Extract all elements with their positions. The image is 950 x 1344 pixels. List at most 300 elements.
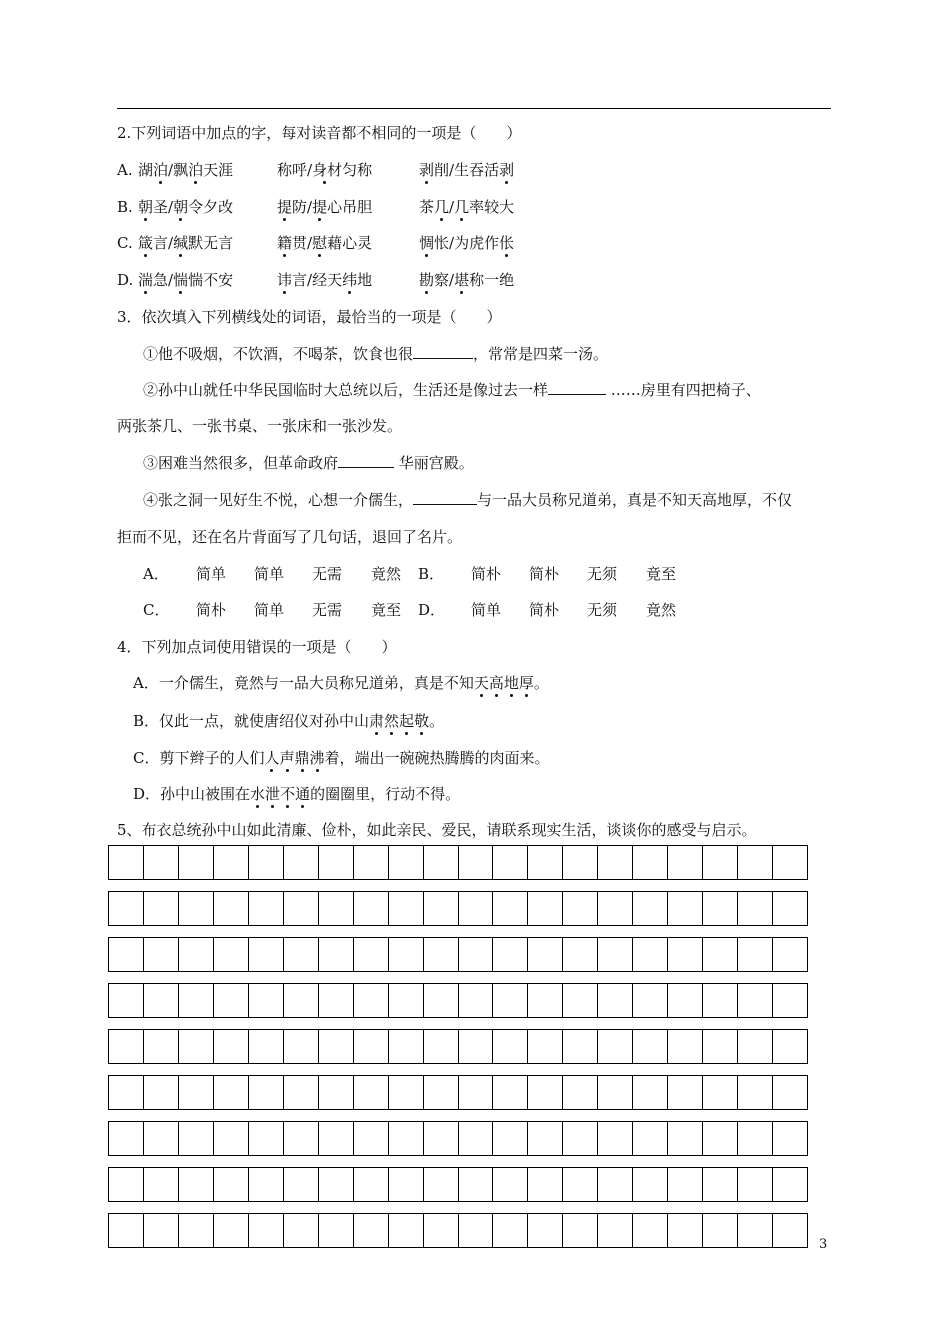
dotted-char: 箴 [138,234,154,252]
choice-word: 简单 [254,601,285,619]
choice-word: 竟至 [646,565,677,583]
grid-cell[interactable] [632,1168,667,1201]
grid-cell[interactable] [423,1122,458,1155]
dotted-char: 高 [488,674,504,692]
grid-cell[interactable] [109,892,143,925]
grid-cell[interactable] [109,1122,143,1155]
text-segment: 称一绝 [469,271,515,289]
grid-cell[interactable] [597,892,632,925]
grid-cell[interactable] [597,1214,632,1247]
dotted-char: 通 [295,785,311,803]
dotted-char: 慰 [312,234,328,252]
grid-cell[interactable] [562,1030,597,1063]
grid-cell[interactable] [109,938,143,971]
grid-row [108,1121,808,1156]
grid-cell[interactable] [772,1030,807,1063]
grid-cell[interactable] [632,1076,667,1109]
grid-cell[interactable] [248,938,283,971]
grid-cell[interactable] [213,938,248,971]
grid-cell[interactable] [562,1168,597,1201]
grid-cell[interactable] [213,1122,248,1155]
grid-cell[interactable] [702,1168,737,1201]
text-segment: 地 [357,271,373,289]
grid-cell[interactable] [702,892,737,925]
dotted-char: 湍 [138,271,154,289]
choice-word: 简单 [254,565,285,583]
grid-cell[interactable] [178,892,213,925]
grid-cell[interactable] [667,1122,702,1155]
choice-word: 简朴 [471,565,502,583]
dotted-char: 提 [312,198,328,216]
grid-cell[interactable] [388,1168,423,1201]
grid-cell[interactable] [178,1168,213,1201]
grid-cell[interactable] [143,1168,178,1201]
q3-stem: 3．依次填入下列横线处的词语，最恰当的一项是（ ） [117,308,502,326]
grid-cell[interactable] [143,892,178,925]
choice-word: 竟然 [646,601,677,619]
grid-cell[interactable] [667,892,702,925]
grid-cell[interactable] [492,1076,527,1109]
text-segment: 藉心灵 [327,234,373,252]
grid-cell[interactable] [283,1030,318,1063]
grid-cell[interactable] [143,984,178,1017]
grid-cell[interactable] [318,984,353,1017]
word-pair [138,197,233,217]
grid-cell[interactable] [353,1214,388,1247]
grid-cell[interactable] [632,846,667,879]
grid-cell[interactable] [213,1030,248,1063]
grid-cell[interactable] [527,846,562,879]
grid-cell[interactable] [737,984,772,1017]
grid-cell[interactable] [772,1076,807,1109]
grid-row [108,1213,808,1248]
dotted-char: 泊 [153,161,169,179]
grid-cell[interactable] [527,938,562,971]
word-pair [419,197,514,217]
grid-cell[interactable] [562,892,597,925]
fill-blank[interactable] [413,344,473,359]
choice-word: 简朴 [529,565,560,583]
choice-word: 无须 [587,601,618,619]
grid-cell[interactable] [772,846,807,879]
grid-cell[interactable] [248,1030,283,1063]
grid-cell[interactable] [248,1168,283,1201]
grid-cell[interactable] [388,846,423,879]
grid-cell[interactable] [353,1030,388,1063]
grid-cell[interactable] [318,846,353,879]
fill-blank[interactable] [548,380,606,395]
grid-cell[interactable] [353,846,388,879]
grid-cell[interactable] [143,846,178,879]
choice-word: 简单 [471,601,502,619]
grid-cell[interactable] [178,1076,213,1109]
choice-word: 简朴 [196,601,227,619]
choice-label: D． [418,601,446,619]
dotted-char: 朝 [138,198,154,216]
grid-cell[interactable] [109,984,143,1017]
answer-writing-grid[interactable] [108,845,808,1248]
grid-cell[interactable] [772,1122,807,1155]
dotted-char: 肃 [369,712,385,730]
grid-cell[interactable] [178,938,213,971]
grid-cell[interactable] [283,938,318,971]
grid-cell[interactable] [667,846,702,879]
text-segment: 言/ [153,234,174,252]
grid-cell[interactable] [737,892,772,925]
grid-cell[interactable] [458,1122,493,1155]
grid-cell[interactable] [562,846,597,879]
grid-cell[interactable] [527,984,562,1017]
grid-cell[interactable] [423,846,458,879]
grid-cell[interactable] [737,1030,772,1063]
grid-row [108,937,808,972]
dotted-char: 讳 [277,271,293,289]
grid-cell[interactable] [492,1122,527,1155]
grid-cell[interactable] [702,1122,737,1155]
fill-blank[interactable] [338,453,394,468]
fill-blank[interactable] [413,490,477,505]
grid-cell[interactable] [527,1122,562,1155]
choice-word: 无需 [312,565,343,583]
word-pair [277,270,372,290]
dotted-char: 然 [384,712,400,730]
dotted-char: 不 [280,785,296,803]
grid-row [108,1167,808,1202]
q4-option-d: D．孙中山被围在水泄不通的圈圈里，行动不得。 [133,785,461,803]
q2-option [117,160,597,180]
grid-cell[interactable] [423,1168,458,1201]
text-segment: 贯/ [292,234,313,252]
grid-cell[interactable] [492,1214,527,1247]
grid-cell[interactable] [632,1122,667,1155]
grid-cell[interactable] [388,1076,423,1109]
grid-cell[interactable] [597,1168,632,1201]
dotted-char: 惆 [419,234,435,252]
grid-cell[interactable] [772,984,807,1017]
grid-row [108,1029,808,1064]
grid-cell[interactable] [702,1214,737,1247]
grid-cell[interactable] [388,1030,423,1063]
grid-cell[interactable] [772,892,807,925]
text-segment: 默无言 [188,234,234,252]
grid-cell[interactable] [667,1214,702,1247]
text-segment: 率较大 [469,198,515,216]
grid-cell[interactable] [492,892,527,925]
grid-cell[interactable] [143,1030,178,1063]
grid-cell[interactable] [632,1214,667,1247]
word-pair [277,197,372,217]
grid-row [108,983,808,1018]
option-label: B. [117,198,133,216]
q2-option [117,197,597,217]
grid-cell[interactable] [737,938,772,971]
grid-cell[interactable] [667,1168,702,1201]
text-segment: / [449,198,455,216]
grid-cell[interactable] [492,1168,527,1201]
dotted-char: 剥 [499,161,515,179]
grid-cell[interactable] [388,892,423,925]
text-segment: 称 [277,161,293,179]
dotted-char: 声 [279,749,295,767]
grid-cell[interactable] [178,1030,213,1063]
grid-cell[interactable] [388,1122,423,1155]
grid-cell[interactable] [597,1076,632,1109]
dotted-char: 敬 [414,712,430,730]
grid-cell[interactable] [213,1168,248,1201]
grid-cell[interactable] [353,892,388,925]
grid-cell[interactable] [213,1076,248,1109]
q4-option-c: C．剪下辫子的人们人声鼎沸着，端出一碗碗热腾腾的肉面来。 [133,749,550,767]
text-segment: 察/ [434,271,455,289]
grid-cell[interactable] [458,846,493,879]
word-pair [419,233,514,253]
grid-cell[interactable] [597,984,632,1017]
choice-label: C． [143,601,170,619]
grid-cell[interactable] [353,984,388,1017]
q2-option [117,233,597,253]
q4-stem: 4．下列加点词使用错误的一项是（ ） [117,638,397,656]
grid-cell[interactable] [492,1030,527,1063]
grid-cell[interactable] [702,938,737,971]
grid-cell[interactable] [562,1122,597,1155]
q3-sentence-4-cont: 拒而不见，还在名片背面写了几句话，退回了名片。 [117,528,463,546]
grid-cell[interactable] [143,938,178,971]
grid-cell[interactable] [597,1122,632,1155]
choice-label: A． [143,565,169,583]
dotted-char: 剥 [419,161,435,179]
q3-sentence-2-cont: 两张茶几、一张书桌、一张床和一张沙发。 [117,417,403,435]
grid-cell[interactable] [527,892,562,925]
text-segment: 惴不安 [188,271,234,289]
option-label: D. [117,271,134,289]
grid-cell[interactable] [109,1076,143,1109]
q2-option [117,270,597,290]
grid-cell[interactable] [667,984,702,1017]
choice-word: 简单 [196,565,227,583]
grid-cell[interactable] [632,892,667,925]
option-label: A. [117,161,133,179]
dotted-char: 纬 [342,271,358,289]
word-pair [419,160,514,180]
grid-cell[interactable] [737,846,772,879]
grid-cell[interactable] [318,938,353,971]
grid-cell[interactable] [248,1214,283,1247]
grid-cell[interactable] [213,1214,248,1247]
grid-cell[interactable] [109,846,143,879]
grid-cell[interactable] [597,938,632,971]
grid-cell[interactable] [318,892,353,925]
grid-cell[interactable] [423,1214,458,1247]
choice-word: 竟然 [371,565,402,583]
grid-cell[interactable] [353,1076,388,1109]
grid-cell[interactable] [423,1076,458,1109]
grid-cell[interactable] [283,846,318,879]
grid-cell[interactable] [423,1030,458,1063]
grid-cell[interactable] [213,846,248,879]
q5-stem: 5、布衣总统孙中山如此清廉、俭朴，如此亲民、爱民，请联系现实生活，谈谈你的感受与启示。 [117,821,757,839]
grid-cell[interactable] [702,984,737,1017]
q3-sentence-1: ①他不吸烟，不饮酒，不喝茶，饮食也很 ，常常是四菜一汤。 [143,345,609,363]
grid-cell[interactable] [143,1076,178,1109]
grid-cell[interactable] [597,846,632,879]
grid-cell[interactable] [109,1214,143,1247]
grid-cell[interactable] [562,1076,597,1109]
grid-cell[interactable] [492,984,527,1017]
grid-cell[interactable] [213,892,248,925]
grid-cell[interactable] [178,846,213,879]
q4-option-a: A．一介儒生，竟然与一品大员称兄道弟，真是不知天高地厚。 [133,674,549,692]
grid-cell[interactable] [283,984,318,1017]
grid-cell[interactable] [248,1122,283,1155]
grid-cell[interactable] [527,1076,562,1109]
dotted-char: 勘 [419,271,435,289]
grid-cell[interactable] [318,1076,353,1109]
grid-cell[interactable] [458,938,493,971]
option-label: C. [117,234,133,252]
grid-cell[interactable] [458,1168,493,1201]
grid-cell[interactable] [248,1076,283,1109]
dotted-char: 起 [399,712,415,730]
dotted-char: 几 [434,198,450,216]
word-pair [277,160,372,180]
dotted-char: 泊 [188,161,204,179]
grid-cell[interactable] [667,1030,702,1063]
grid-cell[interactable] [178,984,213,1017]
grid-cell[interactable] [702,1030,737,1063]
grid-cell[interactable] [667,1076,702,1109]
grid-cell[interactable] [737,1168,772,1201]
grid-cell[interactable] [109,1030,143,1063]
grid-cell[interactable] [597,1030,632,1063]
grid-cell[interactable] [318,1214,353,1247]
grid-cell[interactable] [632,1030,667,1063]
grid-cell[interactable] [388,1214,423,1247]
dotted-char: 惴 [173,271,189,289]
grid-cell[interactable] [318,1030,353,1063]
grid-cell[interactable] [318,1122,353,1155]
grid-cell[interactable] [772,1168,807,1201]
grid-cell[interactable] [109,1168,143,1201]
grid-cell[interactable] [423,892,458,925]
grid-cell[interactable] [632,938,667,971]
grid-cell[interactable] [527,1168,562,1201]
grid-cell[interactable] [283,892,318,925]
dotted-char: 缄 [173,234,189,252]
grid-cell[interactable] [423,938,458,971]
grid-cell[interactable] [458,892,493,925]
text-segment: 削/生吞活 [434,161,500,179]
word-pair [138,233,233,253]
grid-cell[interactable] [702,846,737,879]
word-pair [138,160,233,180]
text-segment: 天涯 [203,161,234,179]
grid-cell[interactable] [353,1122,388,1155]
grid-cell[interactable] [527,1030,562,1063]
grid-cell[interactable] [248,984,283,1017]
grid-cell[interactable] [213,984,248,1017]
header-rule [117,108,831,109]
text-segment: 言/经天 [292,271,343,289]
dotted-char: 水 [250,785,266,803]
text-segment: /飘 [168,161,189,179]
text-segment: 怅/为虎作 [434,234,500,252]
grid-cell[interactable] [283,1214,318,1247]
grid-cell[interactable] [492,938,527,971]
q3-sentence-2: ②孙中山就任中华民国临时大总统以后，生活还是像过去一样 ……房里有四把椅子、 [143,381,761,399]
dotted-char: 籍 [277,234,293,252]
choice-word: 无需 [312,601,343,619]
grid-cell[interactable] [667,938,702,971]
grid-cell[interactable] [388,984,423,1017]
text-segment: 防/ [292,198,313,216]
grid-cell[interactable] [458,984,493,1017]
dotted-phrase [474,674,534,692]
word-pair [277,233,372,253]
text-segment: 令夕改 [188,198,234,216]
grid-cell[interactable] [248,846,283,879]
grid-cell[interactable] [143,1214,178,1247]
grid-cell[interactable] [178,1214,213,1247]
text-segment: 圣/ [153,198,174,216]
grid-cell[interactable] [458,1030,493,1063]
grid-cell[interactable] [283,1168,318,1201]
grid-cell[interactable] [388,938,423,971]
grid-cell[interactable] [737,1122,772,1155]
dotted-char: 提 [277,198,293,216]
grid-cell[interactable] [248,892,283,925]
dotted-phrase [369,712,429,730]
grid-cell[interactable] [772,938,807,971]
dotted-char: 人 [264,749,280,767]
q3-sentence-3: ③困难当然很多，但革命政府 华丽宫殿。 [143,454,474,472]
text-segment: 急/ [153,271,174,289]
q4-option-b: B．仅此一点，就使唐绍仪对孙中山肃然起敬。 [133,712,445,730]
grid-cell[interactable] [353,938,388,971]
grid-cell[interactable] [632,984,667,1017]
grid-cell[interactable] [283,1122,318,1155]
choice-word: 简朴 [529,601,560,619]
dotted-char: 厚 [518,674,534,692]
dotted-char: 沸 [309,749,325,767]
grid-cell[interactable] [737,1214,772,1247]
grid-cell[interactable] [562,1214,597,1247]
dotted-char: 鼎 [294,749,310,767]
grid-cell[interactable] [527,1214,562,1247]
dotted-char: 天 [473,674,489,692]
grid-row [108,845,808,880]
dotted-char: 泄 [265,785,281,803]
grid-cell[interactable] [772,1214,807,1247]
q3-sentence-4: ④张之洞一见好生不悦，心想一介儒生， 与一品大员称兄道弟，真是不知天高地厚，不仅 [143,491,793,509]
grid-cell[interactable] [178,1122,213,1155]
grid-cell[interactable] [562,938,597,971]
grid-cell[interactable] [143,1122,178,1155]
grid-cell[interactable] [353,1168,388,1201]
grid-cell[interactable] [562,984,597,1017]
grid-cell[interactable] [737,1076,772,1109]
dotted-char: 呼/身材匀 [292,161,358,179]
grid-cell[interactable] [283,1076,318,1109]
grid-cell[interactable] [702,1076,737,1109]
dotted-char: 朝 [173,198,189,216]
grid-cell[interactable] [492,846,527,879]
grid-cell[interactable] [458,1214,493,1247]
grid-cell[interactable] [458,1076,493,1109]
grid-cell[interactable] [318,1168,353,1201]
grid-cell[interactable] [423,984,458,1017]
dotted-char: 地 [503,674,519,692]
grid-row [108,1075,808,1110]
